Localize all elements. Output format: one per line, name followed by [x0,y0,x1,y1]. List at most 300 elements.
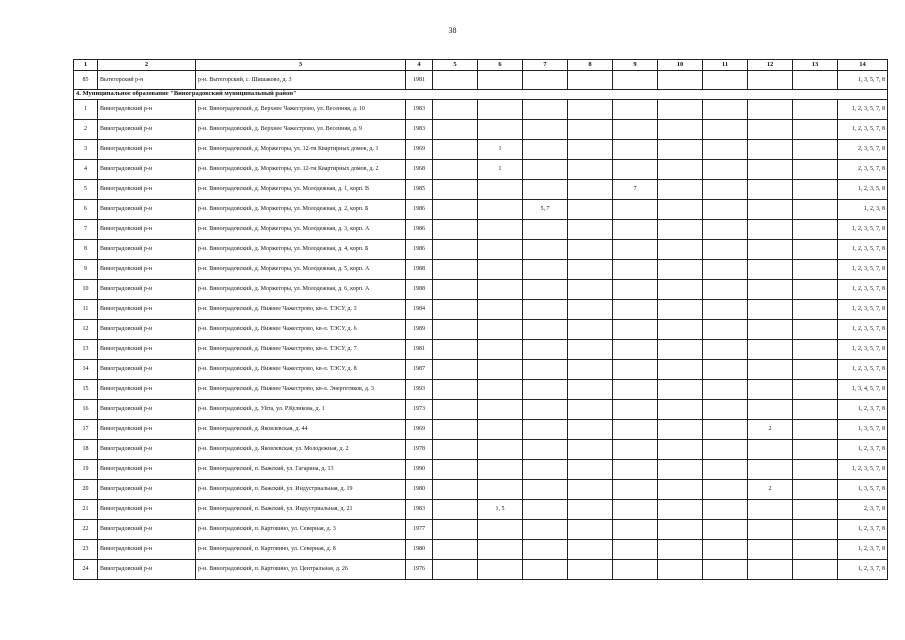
header-row [74,60,888,71]
table-cell: Виноградовский р-н [98,100,196,120]
table-cell: 1988 [406,260,433,280]
table-cell: 1, 2, 3, 5, 7, 8 [838,320,888,340]
table-cell [793,540,838,560]
table-cell [703,320,748,340]
table-cell: 4 [74,160,98,180]
table-cell [478,280,523,300]
table-row [74,280,888,300]
table-cell: 1986 [406,220,433,240]
table-cell [658,480,703,500]
table-cell [748,560,793,580]
table-cell: р-н. Виноградовский, д. Яковлевская, д. 44 [196,420,406,440]
table-cell [703,560,748,580]
table-cell [568,220,613,240]
table-cell: р-н. Вытегорский, с. Шишаково, д. 3 [196,71,406,90]
table-cell: 1, 2, 3, 5, 7, 8 [838,300,888,320]
table-cell [478,340,523,360]
table-cell [523,340,568,360]
table-cell [523,280,568,300]
table-cell [478,440,523,460]
table-cell [613,480,658,500]
table-row [74,140,888,160]
table-cell: 1, 2, 3, 5, 7, 8 [838,220,888,240]
table-cell [433,260,478,280]
column-header: 11 [703,60,748,71]
table-cell [748,380,793,400]
table-cell [748,120,793,140]
table-cell: 1, 3, 5, 7, 8 [838,71,888,90]
table-row [74,220,888,240]
table-cell: Вытегорский р-н [98,71,196,90]
table-cell [523,460,568,480]
table-cell [748,400,793,420]
table-cell: 1, 2, 3, 5, 7, 8 [838,280,888,300]
table-cell [658,560,703,580]
table-cell [703,400,748,420]
table-cell: 1, 3, 5, 7, 8 [838,420,888,440]
table-cell [748,460,793,480]
table-cell: 1, 2, 3, 5, 7, 8 [838,240,888,260]
table-cell: 85 [74,71,98,90]
table-cell [658,520,703,540]
table-cell: 1, 2, 3, 7, 8 [838,400,888,420]
table-cell [523,240,568,260]
table-cell [568,500,613,520]
table-cell [748,500,793,520]
table-cell [478,120,523,140]
table-cell [658,100,703,120]
table-row [74,71,888,90]
table-cell [433,180,478,200]
table-cell: 3 [74,140,98,160]
table-cell: Виноградовский р-н [98,160,196,180]
table-cell [658,200,703,220]
table-cell [703,100,748,120]
table-cell: 1980 [406,540,433,560]
table-cell [748,140,793,160]
table-cell [433,560,478,580]
table-cell: 1986 [406,200,433,220]
table-cell: 24 [74,560,98,580]
table-cell: р-н. Виноградовский, д. Уйта, ул. Р.Куликова, д. 1 [196,400,406,420]
table-cell [568,520,613,540]
table-cell [523,140,568,160]
table-cell: 1968 [406,160,433,180]
table-cell: 1, 2, 3, 7, 8 [838,540,888,560]
table-cell: Виноградовский р-н [98,300,196,320]
table-cell [613,120,658,140]
table-cell [433,360,478,380]
table-cell [478,71,523,90]
table-cell [523,360,568,380]
table-cell [523,540,568,560]
table-cell: 1, 2, 3, 5, 7, 8 [838,360,888,380]
table-cell [568,380,613,400]
table-cell [748,71,793,90]
table-cell: 1, 2, 3, 7, 8 [838,520,888,540]
table-cell [793,180,838,200]
table-cell [703,460,748,480]
table-cell: р-н. Виноградовский, п. Картовино, ул. Северная, д. 3 [196,520,406,540]
table-cell: 12 [74,320,98,340]
table-cell: 1, 2, 3, 5, 7, 8 [838,460,888,480]
table-cell [433,480,478,500]
table-row [74,520,888,540]
table-cell [658,260,703,280]
table-cell [748,520,793,540]
table-cell [748,180,793,200]
table-cell [793,140,838,160]
table-cell [568,120,613,140]
table-cell [433,71,478,90]
table-cell [703,520,748,540]
table-cell: Виноградовский р-н [98,420,196,440]
table-cell: 1, 3, 5, 7, 8 [838,480,888,500]
table-cell [658,500,703,520]
table-cell [433,380,478,400]
table-cell [568,340,613,360]
table-cell: 5 [74,180,98,200]
table-cell [433,520,478,540]
table-cell [703,71,748,90]
table-cell: 9 [74,260,98,280]
table-cell: р-н. Виноградовский, д. Нижнее Чажестрово, кв-л. ТЭСУ, д. 3 [196,300,406,320]
table-cell: 1, 2, 3, 5, 7, 8 [838,120,888,140]
table-cell [433,340,478,360]
table-cell [703,440,748,460]
table-cell [478,400,523,420]
table-cell: 1, 2, 3, 8 [838,200,888,220]
table-cell [613,540,658,560]
table-cell [658,320,703,340]
table-cell: 1, 2, 3, 7, 8 [838,440,888,460]
table-cell [568,440,613,460]
table-cell [568,180,613,200]
table-cell [703,500,748,520]
table-cell: р-н. Виноградовский, п. Важский, ул. Индустриальная, д. 19 [196,480,406,500]
table-cell [793,360,838,380]
table-cell [613,380,658,400]
table-cell [433,240,478,260]
table-row [74,100,888,120]
table-cell [613,520,658,540]
table-cell [523,520,568,540]
table-cell [433,440,478,460]
table-cell [748,540,793,560]
table-cell [748,160,793,180]
table-row [74,200,888,220]
table-cell [568,100,613,120]
table-cell: Виноградовский р-н [98,560,196,580]
table-cell [748,300,793,320]
table-cell: Виноградовский р-н [98,340,196,360]
table-cell [748,220,793,240]
table-cell: 13 [74,340,98,360]
table-cell [568,280,613,300]
table-cell [523,180,568,200]
table-cell [523,420,568,440]
table-cell [613,560,658,580]
table-cell [478,420,523,440]
table-cell: р-н. Виноградовский, д. Яковлевская, ул. Молодежная, д. 2 [196,440,406,460]
table-cell [613,140,658,160]
table-cell [568,360,613,380]
table-cell [748,280,793,300]
table-cell: 1977 [406,520,433,540]
table-row [74,120,888,140]
table-cell [658,280,703,300]
table-cell [568,260,613,280]
table-cell [478,540,523,560]
table-cell: 1989 [406,320,433,340]
table-cell: 1 [478,140,523,160]
table-cell: р-н. Виноградовский, д. Нижнее Чажестрово, кв-л. ТЭСУ, д. 7 [196,340,406,360]
column-header: 2 [98,60,196,71]
table-cell: 1987 [406,360,433,380]
table-cell [478,300,523,320]
table-cell: Виноградовский р-н [98,260,196,280]
table-cell [523,320,568,340]
table-cell [793,440,838,460]
column-header: 4 [406,60,433,71]
table-cell: 1993 [406,380,433,400]
table-cell: 16 [74,400,98,420]
table-cell [793,120,838,140]
table-row [74,300,888,320]
table-cell [523,71,568,90]
table-row [74,240,888,260]
table-cell: 1980 [406,480,433,500]
table-cell [568,160,613,180]
table-cell [568,240,613,260]
table-cell [703,160,748,180]
table-cell [748,200,793,220]
table-cell [703,200,748,220]
table-cell [433,540,478,560]
table-cell: 1969 [406,140,433,160]
table-cell [658,540,703,560]
table-cell [658,140,703,160]
table-row [74,380,888,400]
table-cell: 1, 2, 3, 5, 7, 8 [838,100,888,120]
table-cell: 1, 2, 3, 5, 7, 8 [838,340,888,360]
table-cell: 1981 [406,71,433,90]
table-cell [793,460,838,480]
table-row [74,400,888,420]
table-cell [433,320,478,340]
table-cell: 1984 [406,300,433,320]
table-cell: 20 [74,480,98,500]
table-cell [613,500,658,520]
table-cell [703,180,748,200]
table-cell [523,120,568,140]
table-cell: р-н. Виноградовский, д. Нижнее Чажестрово, кв-л. ТЭСУ, д. 6 [196,320,406,340]
table-cell [703,480,748,500]
table-cell: р-н. Виноградовский, п. Картовино, ул. Центральная, д. 26 [196,560,406,580]
table-cell [478,320,523,340]
table-cell [478,260,523,280]
table-cell [658,180,703,200]
table-cell [658,380,703,400]
table-cell: 1988 [406,280,433,300]
table-cell [433,460,478,480]
table-cell [568,400,613,420]
table-cell [568,560,613,580]
table-cell [433,420,478,440]
table-row [74,460,888,480]
table-cell: 1, 5 [478,500,523,520]
table-cell: 1, 3, 4, 5, 7, 8 [838,380,888,400]
table-cell: 17 [74,420,98,440]
table-cell: 1983 [406,500,433,520]
table-cell: 1, 2, 3, 5, 7, 8 [838,260,888,280]
table-cell [613,400,658,420]
table-cell [478,380,523,400]
table-cell: 21 [74,500,98,520]
table-cell [478,360,523,380]
table-cell [793,320,838,340]
page-number: 38 [448,26,457,35]
table-row [74,180,888,200]
column-header: 9 [613,60,658,71]
table-cell [433,100,478,120]
column-header: 13 [793,60,838,71]
table-cell: 1, 2, 3, 5, 8 [838,180,888,200]
table-row [74,340,888,360]
table-cell: 22 [74,520,98,540]
table-cell [478,240,523,260]
table-cell [658,160,703,180]
table-cell: 1981 [406,340,433,360]
section-title: 4. Муниципальное образование "Виноградовский муниципальный район" [74,90,888,100]
table-row [74,420,888,440]
table-cell [523,300,568,320]
table-row [74,500,888,520]
table-cell: 6 [74,200,98,220]
table-cell: 2 [748,420,793,440]
table-cell [613,300,658,320]
table-cell: 2, 3, 7, 8 [838,500,888,520]
table-cell: 5, 7 [523,200,568,220]
table-cell [478,200,523,220]
table-cell [793,100,838,120]
table-cell [568,460,613,480]
table-cell: р-н. Виноградовский, д. Верхнее Чажестрово, ул. Весенняя, д. 10 [196,100,406,120]
table-cell [613,420,658,440]
table-cell [793,480,838,500]
table-cell [523,440,568,460]
table-body [74,71,888,580]
column-header: 12 [748,60,793,71]
table-cell [793,500,838,520]
table-cell [478,520,523,540]
table-cell: Виноградовский р-н [98,460,196,480]
table-cell [478,180,523,200]
table-cell: р-н. Виноградовский, д. Моржегоры, ул. Молодежная, д. 5, корп. А [196,260,406,280]
table-cell: 8 [74,240,98,260]
table-cell: Виноградовский р-н [98,320,196,340]
table-row [74,360,888,380]
table-cell [748,100,793,120]
column-header: 6 [478,60,523,71]
table-cell [568,420,613,440]
table-cell: 11 [74,300,98,320]
table-cell: 14 [74,360,98,380]
table-cell: р-н. Виноградовский, п. Картовино, ул. Северная, д. 8 [196,540,406,560]
table-cell [793,71,838,90]
table-cell [703,240,748,260]
table-cell [568,71,613,90]
table-cell [478,480,523,500]
table-cell: Виноградовский р-н [98,200,196,220]
table-cell: Виноградовский р-н [98,540,196,560]
table-cell: 1 [74,100,98,120]
table-cell [793,400,838,420]
table-row [74,560,888,580]
table-cell: 2, 3, 5, 7, 8 [838,140,888,160]
table-cell: р-н. Виноградовский, д. Верхнее Чажестрово, ул. Весенняя, д. 9 [196,120,406,140]
table-cell [703,140,748,160]
column-header: 14 [838,60,888,71]
table-cell: р-н. Виноградовский, д. Моржегоры, ул. Молодежная, д. 4, корп. Б [196,240,406,260]
table-cell [793,340,838,360]
table-cell [658,340,703,360]
table-cell: 1969 [406,420,433,440]
table-cell: Виноградовский р-н [98,140,196,160]
table-cell [478,220,523,240]
table-cell: Виноградовский р-н [98,400,196,420]
table-cell: р-н. Виноградовский, д. Моржегоры, ул. Молодежная, д. 1, корп. В [196,180,406,200]
table-cell [568,140,613,160]
table-cell [658,300,703,320]
table-cell [478,100,523,120]
housing-table [73,59,888,580]
table-cell [703,340,748,360]
table-cell: Виноградовский р-н [98,440,196,460]
table-cell: 2, 3, 5, 7, 8 [838,160,888,180]
table-cell [568,480,613,500]
table-cell [793,220,838,240]
column-header: 5 [433,60,478,71]
table-cell [523,500,568,520]
section-row [74,90,888,100]
table-cell [703,300,748,320]
table-cell [793,200,838,220]
table-cell [613,360,658,380]
table-cell: р-н. Виноградовский, д. Нижнее Чажестрово, кв-л. ТЭСУ, д. 8 [196,360,406,380]
table-cell [793,260,838,280]
table-cell: Виноградовский р-н [98,180,196,200]
table-cell: 7 [613,180,658,200]
table-cell [523,400,568,420]
table-cell [523,220,568,240]
table-cell [703,360,748,380]
table-cell [433,220,478,240]
table-cell: р-н. Виноградовский, д. Моржегоры, ул. Молодежная, д. 3, корп. А [196,220,406,240]
table-cell [658,440,703,460]
table-cell [748,320,793,340]
table-cell [703,280,748,300]
table-cell [568,300,613,320]
table-cell: 1986 [406,240,433,260]
table-cell [748,360,793,380]
table-cell: 1985 [406,180,433,200]
table-cell [748,260,793,280]
table-cell [613,260,658,280]
table-cell [793,280,838,300]
table-cell [613,460,658,480]
table-cell [793,160,838,180]
